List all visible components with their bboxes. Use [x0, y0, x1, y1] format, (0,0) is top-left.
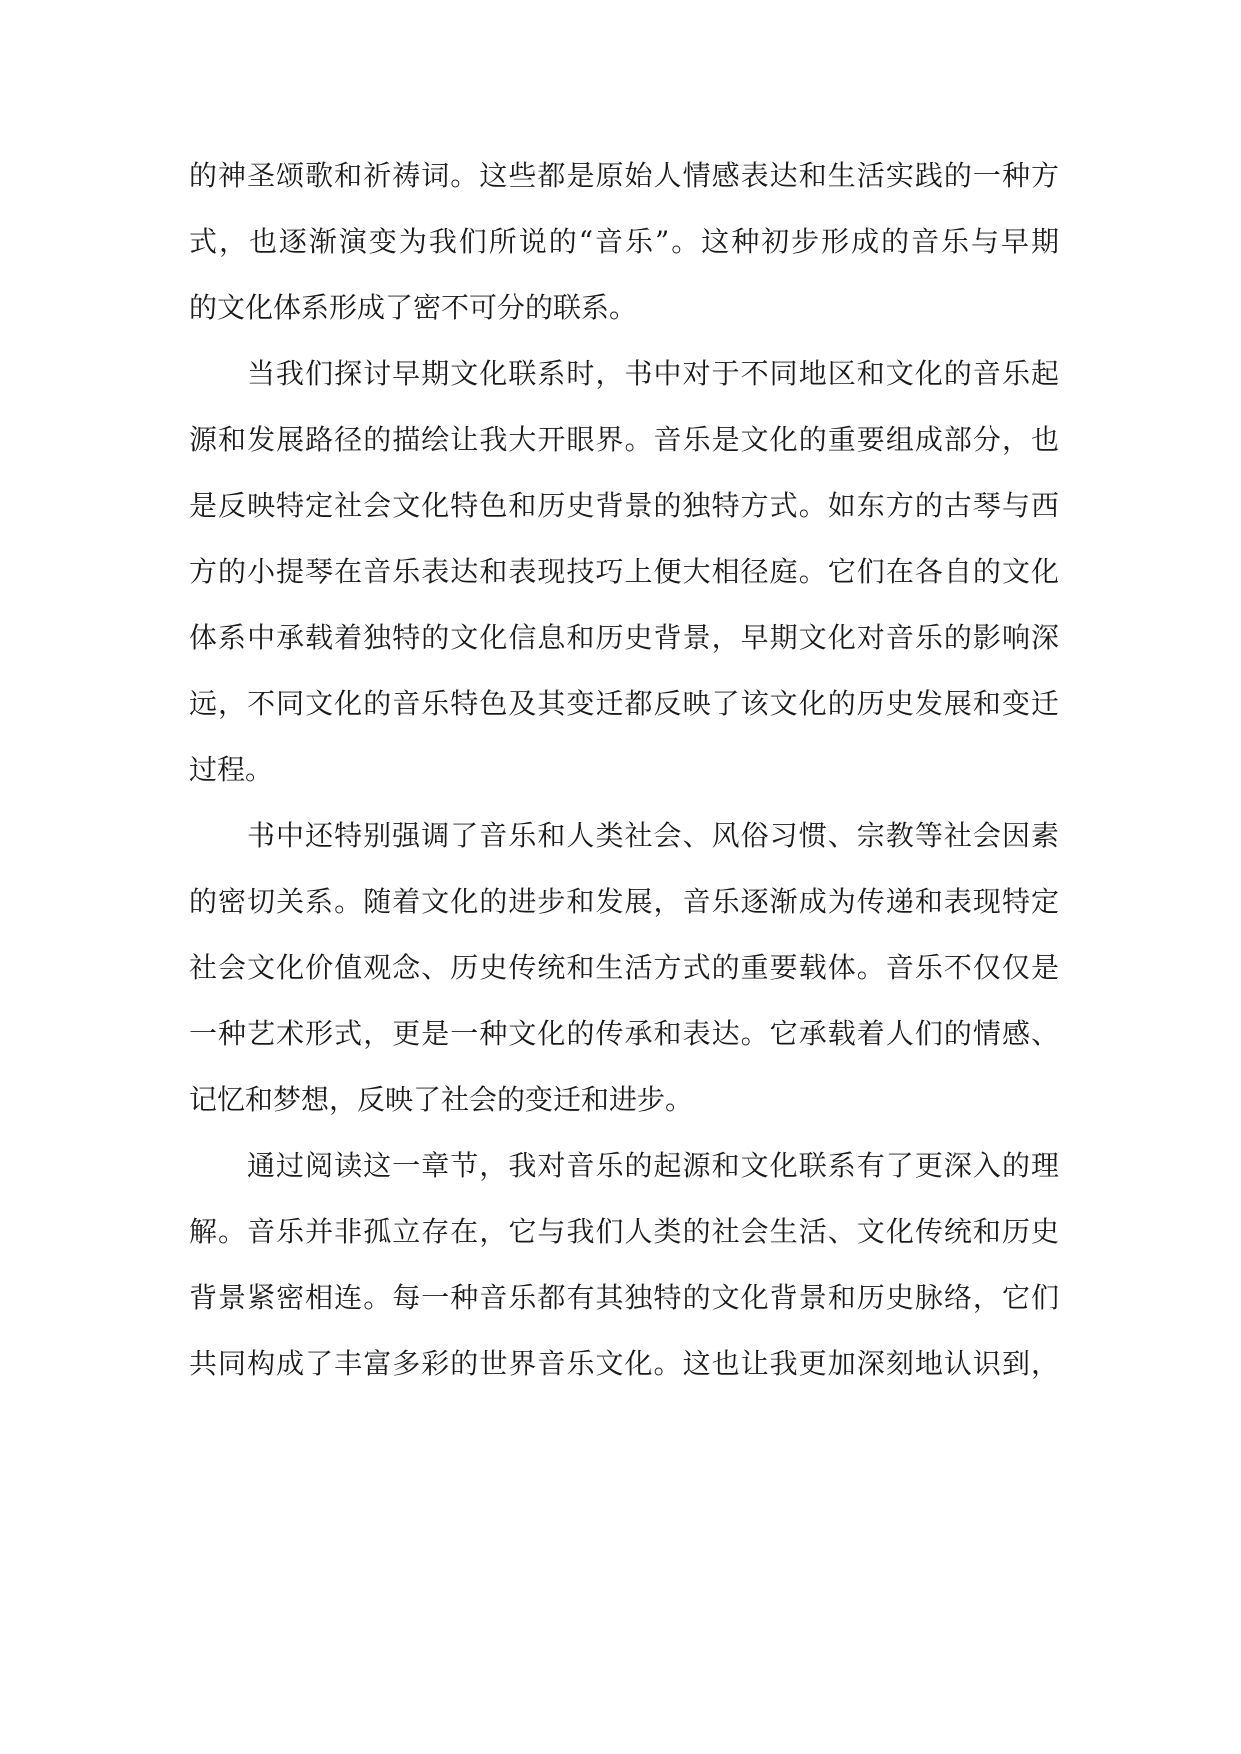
- text-line: 背景紧密相连。每一种音乐都有其独特的文化背景和历史脉络，它们: [189, 1281, 1059, 1314]
- text-line: 体系中承载着独特的文化信息和历史背景，早期文化对音乐的影响深: [189, 621, 1059, 654]
- text-line: 的文化体系形成了密不可分的联系。: [189, 291, 638, 324]
- text-line: 记忆和梦想，反映了社会的变迁和进步。: [189, 1083, 694, 1116]
- text-line: 方的小提琴在音乐表达和表现技巧上便大相径庭。它们在各自的文化: [189, 555, 1059, 588]
- text-line: 社会文化价值观念、历史传统和生活方式的重要载体。音乐不仅仅是: [189, 951, 1059, 984]
- paragraph-start-line: 书中还特别强调了音乐和人类社会、风俗习惯、宗教等社会因素: [247, 819, 1059, 852]
- text-line: 的密切关系。随着文化的进步和发展，音乐逐渐成为传递和表现特定: [189, 885, 1059, 918]
- text-line: 的神圣颂歌和祈祷词。这些都是原始人情感表达和生活实践的一种方: [189, 159, 1059, 192]
- text-line: 是反映特定社会文化特色和历史背景的独特方式。如东方的古琴与西: [189, 489, 1059, 522]
- paragraph-start-line: 通过阅读这一章节，我对音乐的起源和文化联系有了更深入的理: [247, 1149, 1059, 1182]
- body-text: [189, 143, 1059, 1397]
- text-line: 一种艺术形式，更是一种文化的传承和表达。它承载着人们的情感、: [189, 1017, 1059, 1050]
- text-line: 远，不同文化的音乐特色及其变迁都反映了该文化的历史发展和变迁: [189, 687, 1059, 720]
- text-line: 过程。: [189, 753, 274, 786]
- text-line: 共同构成了丰富多彩的世界音乐文化。这也让我更加深刻地认识到，: [189, 1347, 1059, 1380]
- paragraph-start-line: 当我们探讨早期文化联系时，书中对于不同地区和文化的音乐起: [247, 357, 1059, 390]
- text-line: 解。音乐并非孤立存在，它与我们人类的社会生活、文化传统和历史: [189, 1215, 1059, 1248]
- text-line: 式，也逐渐演变为我们所说的“音乐”。这种初步形成的音乐与早期: [189, 225, 1059, 258]
- text-line: 源和发展路径的描绘让我大开眼界。音乐是文化的重要组成部分，也: [189, 423, 1059, 456]
